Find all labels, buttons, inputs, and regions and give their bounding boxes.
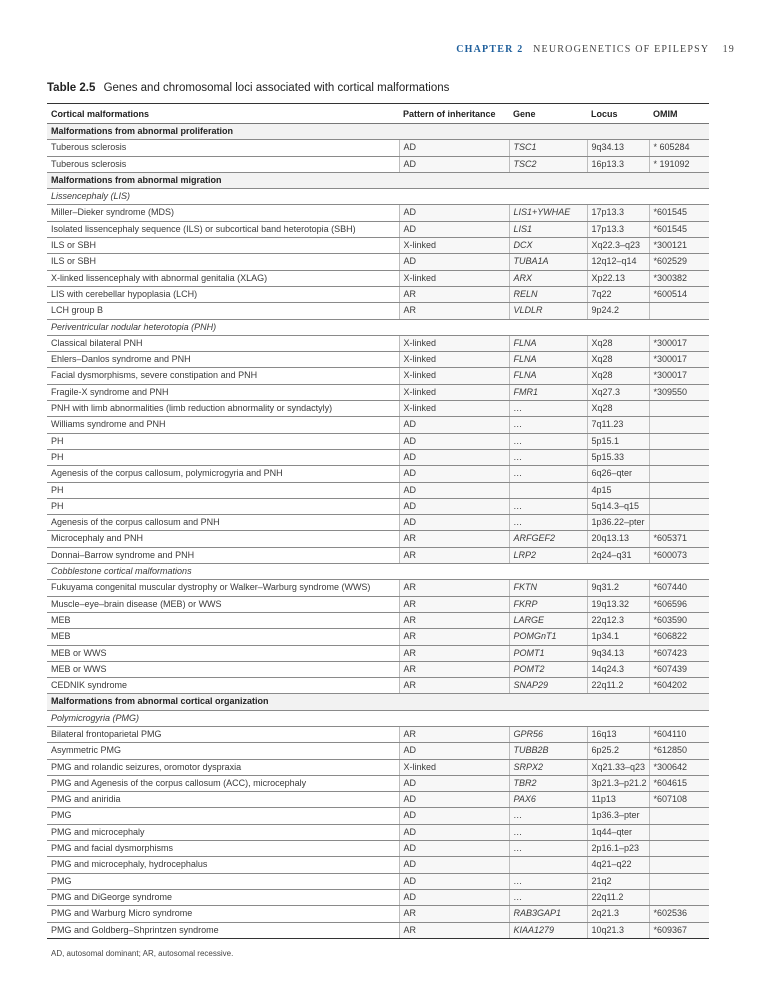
cell-gene: … (509, 824, 587, 840)
cell-omim (649, 401, 709, 417)
cell-malformation: Bilateral frontoparietal PMG (47, 726, 399, 742)
cell-inheritance: AD (399, 417, 509, 433)
cell-inheritance: AR (399, 580, 509, 596)
cell-inheritance: AD (399, 156, 509, 172)
cell-locus: 20q13.13 (587, 531, 649, 547)
cell-malformation: PH (47, 449, 399, 465)
subsection-title: Polymicrogyria (PMG) (47, 710, 709, 726)
cell-inheritance: AD (399, 254, 509, 270)
table-row (47, 449, 709, 465)
cell-inheritance: AR (399, 303, 509, 319)
table-row (47, 596, 709, 612)
cell-omim (649, 808, 709, 824)
cell-malformation: Agenesis of the corpus callosum, polymicrogyria and PNH (47, 466, 399, 482)
cell-inheritance: X-linked (399, 384, 509, 400)
cell-locus: 1q44–qter (587, 824, 649, 840)
cell-inheritance: AD (399, 841, 509, 857)
cell-gene: … (509, 433, 587, 449)
cell-malformation: MEB or WWS (47, 645, 399, 661)
table-row (47, 792, 709, 808)
cell-malformation: PMG (47, 808, 399, 824)
table-row (47, 303, 709, 319)
cell-locus: 17p13.3 (587, 205, 649, 221)
cell-gene (509, 482, 587, 498)
table-container (47, 103, 709, 939)
cell-malformation: Isolated lissencephaly sequence (ILS) or subcortical band heterotopia (SBH) (47, 221, 399, 237)
table-row (47, 759, 709, 775)
cell-omim (649, 857, 709, 873)
cell-malformation: CEDNIK syndrome (47, 678, 399, 694)
cell-locus: 9q34.13 (587, 645, 649, 661)
cell-locus: 12q12–q14 (587, 254, 649, 270)
cell-locus: 22q11.2 (587, 678, 649, 694)
table-row (47, 775, 709, 791)
section-header-row (47, 694, 709, 710)
cell-locus: 7q22 (587, 286, 649, 302)
table-row (47, 498, 709, 514)
cell-gene: FLNA (509, 352, 587, 368)
table-row (47, 743, 709, 759)
subsection-title: Periventricular nodular heterotopia (PNH) (47, 319, 709, 335)
table-row (47, 238, 709, 254)
chapter-number: CHAPTER 2 (456, 44, 524, 55)
subsection-header-row (47, 564, 709, 580)
cell-malformation: MEB (47, 612, 399, 628)
cell-locus: 5p15.1 (587, 433, 649, 449)
subsection-header-row (47, 319, 709, 335)
cell-malformation: Asymmetric PMG (47, 743, 399, 759)
table-row (47, 352, 709, 368)
table-row (47, 841, 709, 857)
cell-malformation: PMG and facial dysmorphisms (47, 841, 399, 857)
cell-locus: 1p36.22–pter (587, 515, 649, 531)
cell-omim: *607440 (649, 580, 709, 596)
cell-inheritance: AD (399, 433, 509, 449)
cell-gene: FKRP (509, 596, 587, 612)
cell-locus: 4p15 (587, 482, 649, 498)
cell-inheritance: AD (399, 824, 509, 840)
cell-malformation: Williams syndrome and PNH (47, 417, 399, 433)
table-row (47, 808, 709, 824)
table-row (47, 433, 709, 449)
cell-locus: Xq21.33–q23 (587, 759, 649, 775)
cell-malformation: PMG and microcephaly (47, 824, 399, 840)
cell-omim: *606822 (649, 629, 709, 645)
cell-locus: Xq28 (587, 368, 649, 384)
cell-malformation: PMG and aniridia (47, 792, 399, 808)
cell-gene: ARX (509, 270, 587, 286)
chapter-title: NEUROGENETICS OF EPILEPSY (533, 44, 709, 55)
cell-inheritance: AR (399, 661, 509, 677)
cell-gene: LIS1 (509, 221, 587, 237)
cell-omim: *601545 (649, 221, 709, 237)
table-row (47, 661, 709, 677)
cell-inheritance: AD (399, 792, 509, 808)
cell-locus: 19q13.32 (587, 596, 649, 612)
cell-gene: ARFGEF2 (509, 531, 587, 547)
cell-inheritance: AD (399, 498, 509, 514)
cell-inheritance: AD (399, 873, 509, 889)
cell-inheritance: AD (399, 482, 509, 498)
cell-locus: 16p13.3 (587, 156, 649, 172)
cell-locus: 5p15.33 (587, 449, 649, 465)
cell-omim: *300017 (649, 368, 709, 384)
cell-inheritance: X-linked (399, 368, 509, 384)
table-row (47, 417, 709, 433)
cell-malformation: Miller–Dieker syndrome (MDS) (47, 205, 399, 221)
cell-gene: … (509, 841, 587, 857)
cell-locus: 7q11.23 (587, 417, 649, 433)
cell-gene: FMR1 (509, 384, 587, 400)
cell-inheritance: AD (399, 857, 509, 873)
cell-gene: LARGE (509, 612, 587, 628)
cell-locus: 21q2 (587, 873, 649, 889)
header-gene: Gene (509, 104, 587, 124)
section-title: Malformations from abnormal cortical organization (47, 694, 709, 710)
table-row (47, 401, 709, 417)
cell-locus: Xq28 (587, 335, 649, 351)
cell-locus: 6q26–qter (587, 466, 649, 482)
cell-malformation: PH (47, 498, 399, 514)
page-number: 19 (722, 44, 735, 55)
cell-malformation: PMG and Warburg Micro syndrome (47, 906, 399, 922)
cell-inheritance: X-linked (399, 352, 509, 368)
cell-omim (649, 449, 709, 465)
table-footnote: AD, autosomal dominant; AR, autosomal recessive. (51, 949, 234, 958)
table-row (47, 482, 709, 498)
cell-gene: TUBA1A (509, 254, 587, 270)
cell-inheritance: AR (399, 922, 509, 938)
cell-omim: *300017 (649, 352, 709, 368)
cell-omim: * 605284 (649, 140, 709, 156)
cell-gene: … (509, 417, 587, 433)
cell-malformation: Muscle–eye–brain disease (MEB) or WWS (47, 596, 399, 612)
cell-omim: *607439 (649, 661, 709, 677)
header-locus: Locus (587, 104, 649, 124)
cell-locus: 2q24–q31 (587, 547, 649, 563)
genes-table (47, 103, 709, 939)
table-row (47, 678, 709, 694)
cell-omim (649, 515, 709, 531)
cell-omim: *603590 (649, 612, 709, 628)
cell-omim: *604110 (649, 726, 709, 742)
cell-locus: 9p24.2 (587, 303, 649, 319)
cell-malformation: Microcephaly and PNH (47, 531, 399, 547)
table-row (47, 547, 709, 563)
cell-inheritance: AR (399, 612, 509, 628)
cell-gene: SNAP29 (509, 678, 587, 694)
table-row (47, 612, 709, 628)
table-row (47, 140, 709, 156)
cell-gene: … (509, 889, 587, 905)
cell-malformation: X-linked lissencephaly with abnormal genitalia (XLAG) (47, 270, 399, 286)
cell-omim (649, 466, 709, 482)
header-cortical-malformations: Cortical malformations (47, 104, 399, 124)
cell-malformation: MEB or WWS (47, 661, 399, 677)
cell-gene: KIAA1279 (509, 922, 587, 938)
cell-omim: *600073 (649, 547, 709, 563)
cell-gene: POMT1 (509, 645, 587, 661)
table-row (47, 254, 709, 270)
cell-omim: *300382 (649, 270, 709, 286)
cell-gene: … (509, 873, 587, 889)
table-row (47, 466, 709, 482)
section-header-row (47, 172, 709, 188)
cell-gene: SRPX2 (509, 759, 587, 775)
cell-omim: *602529 (649, 254, 709, 270)
cell-inheritance: AR (399, 645, 509, 661)
cell-omim (649, 889, 709, 905)
cell-gene: POMT2 (509, 661, 587, 677)
cell-inheritance: AR (399, 547, 509, 563)
table-row (47, 270, 709, 286)
cell-malformation: ILS or SBH (47, 238, 399, 254)
cell-gene: … (509, 808, 587, 824)
cell-omim (649, 417, 709, 433)
cell-omim: *602536 (649, 906, 709, 922)
cell-inheritance: AD (399, 205, 509, 221)
cell-gene: TSC2 (509, 156, 587, 172)
cell-malformation: Tuberous sclerosis (47, 140, 399, 156)
table-row (47, 857, 709, 873)
cell-gene: … (509, 449, 587, 465)
cell-locus: 10q21.3 (587, 922, 649, 938)
cell-malformation: PMG and microcephaly, hydrocephalus (47, 857, 399, 873)
cell-malformation: ILS or SBH (47, 254, 399, 270)
section-header-row (47, 124, 709, 140)
cell-malformation: Fragile-X syndrome and PNH (47, 384, 399, 400)
cell-locus: 11p13 (587, 792, 649, 808)
cell-omim: *601545 (649, 205, 709, 221)
cell-inheritance: AR (399, 596, 509, 612)
cell-inheritance: X-linked (399, 335, 509, 351)
cell-malformation: Tuberous sclerosis (47, 156, 399, 172)
cell-gene: RELN (509, 286, 587, 302)
cell-malformation: Donnai–Barrow syndrome and PNH (47, 547, 399, 563)
cell-malformation: Ehlers–Danlos syndrome and PNH (47, 352, 399, 368)
table-row (47, 629, 709, 645)
cell-locus: Xq28 (587, 401, 649, 417)
table-row (47, 515, 709, 531)
cell-malformation: PMG and Agenesis of the corpus callosum (ACC), microcephaly (47, 775, 399, 791)
table-header-row (47, 104, 709, 124)
cell-inheritance: X-linked (399, 401, 509, 417)
table-row (47, 384, 709, 400)
table-row (47, 368, 709, 384)
cell-gene (509, 857, 587, 873)
cell-malformation: MEB (47, 629, 399, 645)
cell-omim: * 191092 (649, 156, 709, 172)
cell-malformation: PH (47, 433, 399, 449)
table-row (47, 889, 709, 905)
cell-inheritance: AR (399, 726, 509, 742)
cell-locus: Xq27.3 (587, 384, 649, 400)
cell-omim: *309550 (649, 384, 709, 400)
cell-locus: 17p13.3 (587, 221, 649, 237)
cell-malformation: LCH group B (47, 303, 399, 319)
cell-inheritance: AD (399, 889, 509, 905)
cell-inheritance: X-linked (399, 238, 509, 254)
cell-omim: *605371 (649, 531, 709, 547)
cell-omim: *300121 (649, 238, 709, 254)
cell-omim (649, 303, 709, 319)
cell-locus: 3p21.3–p21.2 (587, 775, 649, 791)
cell-malformation: Classical bilateral PNH (47, 335, 399, 351)
subsection-header-row (47, 710, 709, 726)
section-title: Malformations from abnormal migration (47, 172, 709, 188)
running-head (456, 44, 735, 55)
cell-gene: FKTN (509, 580, 587, 596)
subsection-title: Lissencephaly (LIS) (47, 189, 709, 205)
cell-gene: … (509, 498, 587, 514)
cell-inheritance: AR (399, 629, 509, 645)
cell-locus: 22q12.3 (587, 612, 649, 628)
cell-gene: PAX6 (509, 792, 587, 808)
cell-gene: LIS1+YWHAE (509, 205, 587, 221)
cell-locus: 9q34.13 (587, 140, 649, 156)
cell-locus: 14q24.3 (587, 661, 649, 677)
table-row (47, 335, 709, 351)
cell-inheritance: AD (399, 449, 509, 465)
cell-omim: *300642 (649, 759, 709, 775)
cell-gene: FLNA (509, 335, 587, 351)
cell-locus: 1p36.3–pter (587, 808, 649, 824)
cell-omim: *609367 (649, 922, 709, 938)
cell-inheritance: AD (399, 140, 509, 156)
cell-gene: RAB3GAP1 (509, 906, 587, 922)
cell-inheritance: X-linked (399, 759, 509, 775)
cell-gene: VLDLR (509, 303, 587, 319)
cell-malformation: PMG and Goldberg–Shprintzen syndrome (47, 922, 399, 938)
cell-inheritance: AR (399, 531, 509, 547)
cell-malformation: PMG (47, 873, 399, 889)
cell-omim: *612850 (649, 743, 709, 759)
cell-locus: 4q21–q22 (587, 857, 649, 873)
cell-malformation: PMG and DiGeorge syndrome (47, 889, 399, 905)
cell-malformation: LIS with cerebellar hypoplasia (LCH) (47, 286, 399, 302)
cell-omim: *604202 (649, 678, 709, 694)
cell-gene: TSC1 (509, 140, 587, 156)
cell-locus: 2p16.1–p23 (587, 841, 649, 857)
cell-locus: 2q21.3 (587, 906, 649, 922)
cell-omim: *606596 (649, 596, 709, 612)
cell-inheritance: AR (399, 286, 509, 302)
table-label: Table 2.5 (47, 82, 96, 94)
table-row (47, 645, 709, 661)
table-row (47, 156, 709, 172)
cell-gene: LRP2 (509, 547, 587, 563)
cell-inheritance: AD (399, 775, 509, 791)
cell-inheritance: AD (399, 515, 509, 531)
cell-gene: GPR56 (509, 726, 587, 742)
table-row (47, 205, 709, 221)
cell-gene: … (509, 515, 587, 531)
cell-omim (649, 482, 709, 498)
cell-malformation: PH (47, 482, 399, 498)
cell-locus: 6p25.2 (587, 743, 649, 759)
table-row (47, 922, 709, 938)
cell-locus: 16q13 (587, 726, 649, 742)
cell-gene: TUBB2B (509, 743, 587, 759)
table-row (47, 824, 709, 840)
table-row (47, 221, 709, 237)
cell-locus: 5q14.3–q15 (587, 498, 649, 514)
cell-inheritance: AD (399, 221, 509, 237)
cell-omim: *600514 (649, 286, 709, 302)
cell-omim: *607423 (649, 645, 709, 661)
table-row (47, 580, 709, 596)
cell-omim (649, 873, 709, 889)
cell-inheritance: AR (399, 906, 509, 922)
table-row (47, 726, 709, 742)
cell-malformation: Agenesis of the corpus callosum and PNH (47, 515, 399, 531)
cell-omim (649, 824, 709, 840)
header-pattern-of-inheritance: Pattern of inheritance (399, 104, 509, 124)
cell-gene: FLNA (509, 368, 587, 384)
cell-omim (649, 841, 709, 857)
cell-gene: … (509, 466, 587, 482)
cell-locus: 22q11.2 (587, 889, 649, 905)
cell-gene: DCX (509, 238, 587, 254)
cell-omim: *604615 (649, 775, 709, 791)
cell-locus: Xp22.13 (587, 270, 649, 286)
cell-inheritance: AR (399, 678, 509, 694)
cell-gene: … (509, 401, 587, 417)
cell-malformation: Fukuyama congenital muscular dystrophy or Walker–Warburg syndrome (WWS) (47, 580, 399, 596)
table-caption-text: Genes and chromosomal loci associated with cortical malformations (103, 82, 450, 94)
cell-locus: 1p34.1 (587, 629, 649, 645)
table-row (47, 873, 709, 889)
cell-malformation: PMG and rolandic seizures, oromotor dyspraxia (47, 759, 399, 775)
cell-gene: TBR2 (509, 775, 587, 791)
cell-omim: *607108 (649, 792, 709, 808)
cell-inheritance: AD (399, 743, 509, 759)
cell-malformation: PNH with limb abnormalities (limb reduction abnormality or syndactyly) (47, 401, 399, 417)
table-row (47, 906, 709, 922)
cell-omim: *300017 (649, 335, 709, 351)
cell-locus: Xq22.3–q23 (587, 238, 649, 254)
cell-locus: Xq28 (587, 352, 649, 368)
subsection-header-row (47, 189, 709, 205)
table-caption (47, 82, 449, 94)
cell-inheritance: X-linked (399, 270, 509, 286)
cell-malformation: Facial dysmorphisms, severe constipation and PNH (47, 368, 399, 384)
header-omim: OMIM (649, 104, 709, 124)
subsection-title: Cobblestone cortical malformations (47, 564, 709, 580)
cell-inheritance: AD (399, 808, 509, 824)
table-row (47, 286, 709, 302)
table-row (47, 531, 709, 547)
cell-locus: 9q31.2 (587, 580, 649, 596)
cell-gene: POMGnT1 (509, 629, 587, 645)
cell-omim (649, 498, 709, 514)
table-body (47, 124, 709, 939)
cell-inheritance: AD (399, 466, 509, 482)
section-title: Malformations from abnormal proliferation (47, 124, 709, 140)
cell-omim (649, 433, 709, 449)
